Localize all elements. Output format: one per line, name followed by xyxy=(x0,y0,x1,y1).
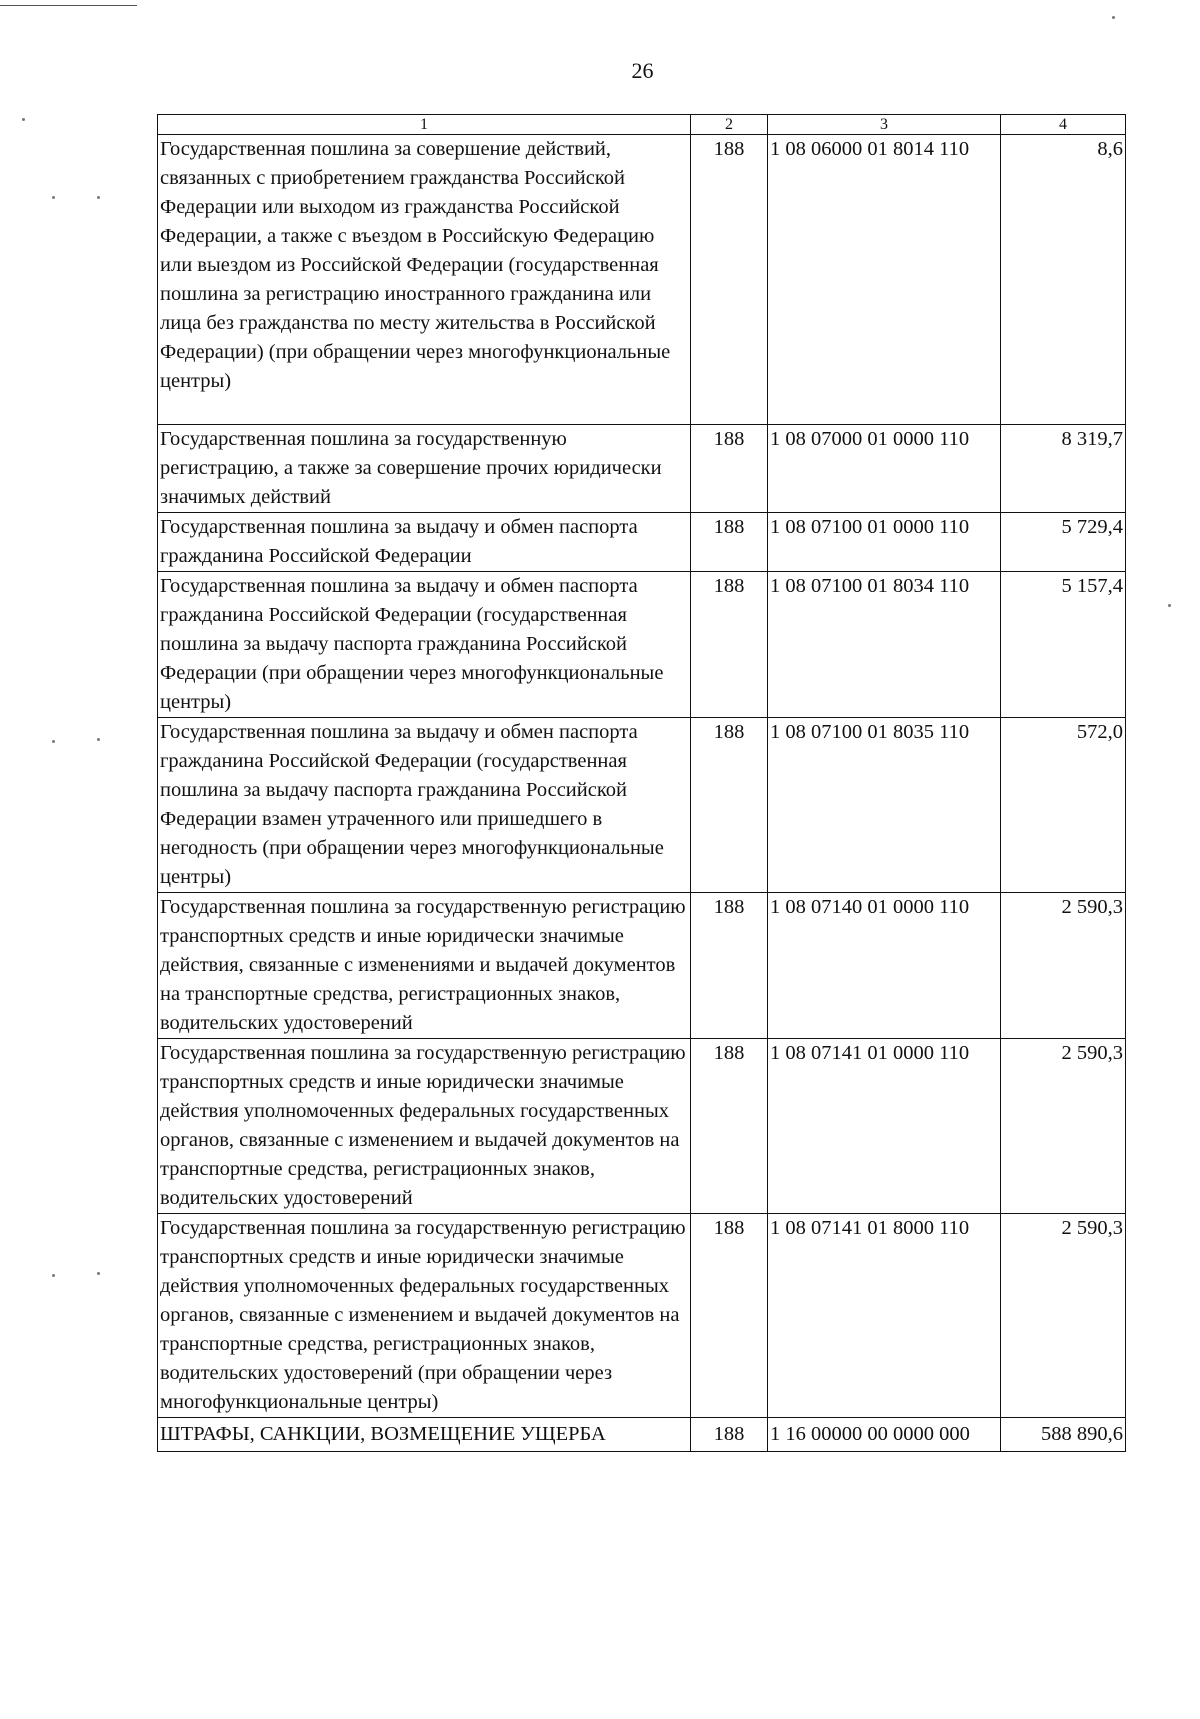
table-row xyxy=(158,513,1126,572)
fee-name: Государственная пошлина за государственную регистрацию транспортных средств и иные юридически значимые действия уполномоченных федеральных государственных органов, связанные с изменением и выдачей документов на транспортные средства, регистрационных знаков, водительских удостоверений xyxy=(160,1042,686,1209)
table-row xyxy=(158,1214,1126,1418)
fee-name-cell xyxy=(158,1418,691,1452)
fee-name-cell xyxy=(158,1214,691,1418)
amount-cell: 588 890,6 xyxy=(1001,1418,1126,1452)
scan-speck xyxy=(97,1272,100,1275)
column-header-3: 3 xyxy=(768,115,1001,135)
scan-speck xyxy=(52,1274,55,1277)
table-row xyxy=(158,718,1126,893)
budget-code-cell: 1 08 07141 01 0000 110 xyxy=(768,1039,1001,1214)
scan-speck xyxy=(1168,604,1171,607)
amount-cell: 2 590,3 xyxy=(1001,893,1126,1039)
fee-name: Государственная пошлина за выдачу и обмен паспорта гражданина Российской Федерации (государственная пошлина за выдачу паспорта гражданина Российской Федерации (при обращении через многофункциональные центры) xyxy=(160,575,664,713)
fee-table xyxy=(157,114,1126,1452)
fee-name-cell xyxy=(158,1039,691,1214)
amount-cell: 572,0 xyxy=(1001,718,1126,893)
budget-code-cell: 1 08 07000 01 0000 110 xyxy=(768,425,1001,513)
fee-name-cell xyxy=(158,893,691,1039)
budget-code-cell: 1 08 07140 01 0000 110 xyxy=(768,893,1001,1039)
admin-code-cell: 188 xyxy=(691,135,768,425)
column-header-1: 1 xyxy=(158,115,691,135)
fee-name: Государственная пошлина за государственную регистрацию транспортных средств и иные юридически значимые действия уполномоченных федеральных государственных органов, связанные с изменением и выдачей документов на транспортные средства, регистрационных знаков, водительских удостоверений (при обращении через многофункциональные центры) xyxy=(160,1217,686,1413)
table-row xyxy=(158,425,1126,513)
fee-name-cell xyxy=(158,135,691,425)
scan-speck xyxy=(52,196,55,199)
fee-name-cell xyxy=(158,718,691,893)
budget-code-cell: 1 08 07100 01 0000 110 xyxy=(768,513,1001,572)
scan-speck xyxy=(52,740,55,743)
fee-name: Государственная пошлина за совершение действий, связанных с приобретением гражданства Российской Федерации или выходом из гражданства Российской Федерации, а также с въездом в Российскую Федерацию или выездом из Российской Федерации (государственная пошлина за регистрацию иностранного гражданина или лица без гражданства по месту жительства в Российской Федерации) (при обращении через многофункциональные центры) xyxy=(160,138,671,392)
budget-code-cell: 1 16 00000 00 0000 000 xyxy=(768,1418,1001,1452)
fee-name: Государственная пошлина за выдачу и обмен паспорта гражданина Российской Федерации (государственная пошлина за выдачу паспорта гражданина Российской Федерации взамен утраченного или пришедшего в негодность (при обращении через многофункциональные центры) xyxy=(160,721,664,888)
fee-name-cell xyxy=(158,513,691,572)
admin-code-cell: 188 xyxy=(691,513,768,572)
admin-code-cell: 188 xyxy=(691,1039,768,1214)
admin-code-cell: 188 xyxy=(691,1214,768,1418)
column-header-4: 4 xyxy=(1001,115,1126,135)
fee-name-cell xyxy=(158,572,691,718)
page-number: 26 xyxy=(631,58,654,83)
budget-code-cell: 1 08 06000 01 8014 110 xyxy=(768,135,1001,425)
table-row xyxy=(158,572,1126,718)
scan-speck xyxy=(22,118,25,121)
fee-name-cell xyxy=(158,425,691,513)
scan-speck xyxy=(97,196,100,199)
fee-name: ШТРАФЫ, САНКЦИИ, ВОЗМЕЩЕНИЕ УЩЕРБА xyxy=(160,1423,606,1445)
admin-code-cell: 188 xyxy=(691,425,768,513)
scan-speck xyxy=(97,738,100,741)
amount-cell: 8 319,7 xyxy=(1001,425,1126,513)
table-row xyxy=(158,135,1126,425)
table-row-total xyxy=(158,1418,1126,1452)
amount-cell: 8,6 xyxy=(1001,135,1126,425)
scan-speck xyxy=(1112,16,1115,19)
amount-cell: 2 590,3 xyxy=(1001,1039,1126,1214)
table-header-row xyxy=(158,115,1126,135)
fee-name: Государственная пошлина за государственную регистрацию, а также за совершение прочих юридически значимых действий xyxy=(160,428,662,508)
amount-cell: 5 157,4 xyxy=(1001,572,1126,718)
budget-code-cell: 1 08 07141 01 8000 110 xyxy=(768,1214,1001,1418)
scan-edge-line xyxy=(0,5,137,6)
fee-name: Государственная пошлина за выдачу и обмен паспорта гражданина Российской Федерации xyxy=(160,516,638,567)
admin-code-cell: 188 xyxy=(691,718,768,893)
table-row xyxy=(158,893,1126,1039)
column-header-2: 2 xyxy=(691,115,768,135)
table-row xyxy=(158,1039,1126,1214)
fee-name: Государственная пошлина за государственную регистрацию транспортных средств и иные юридически значимые действия, связанные с изменениями и выдачей документов на транспортные средства, регистрационных знаков, водительских удостоверений xyxy=(160,896,686,1034)
budget-code-cell: 1 08 07100 01 8034 110 xyxy=(768,572,1001,718)
amount-cell: 2 590,3 xyxy=(1001,1214,1126,1418)
amount-cell: 5 729,4 xyxy=(1001,513,1126,572)
admin-code-cell: 188 xyxy=(691,893,768,1039)
admin-code-cell: 188 xyxy=(691,572,768,718)
budget-code-cell: 1 08 07100 01 8035 110 xyxy=(768,718,1001,893)
admin-code-cell: 188 xyxy=(691,1418,768,1452)
